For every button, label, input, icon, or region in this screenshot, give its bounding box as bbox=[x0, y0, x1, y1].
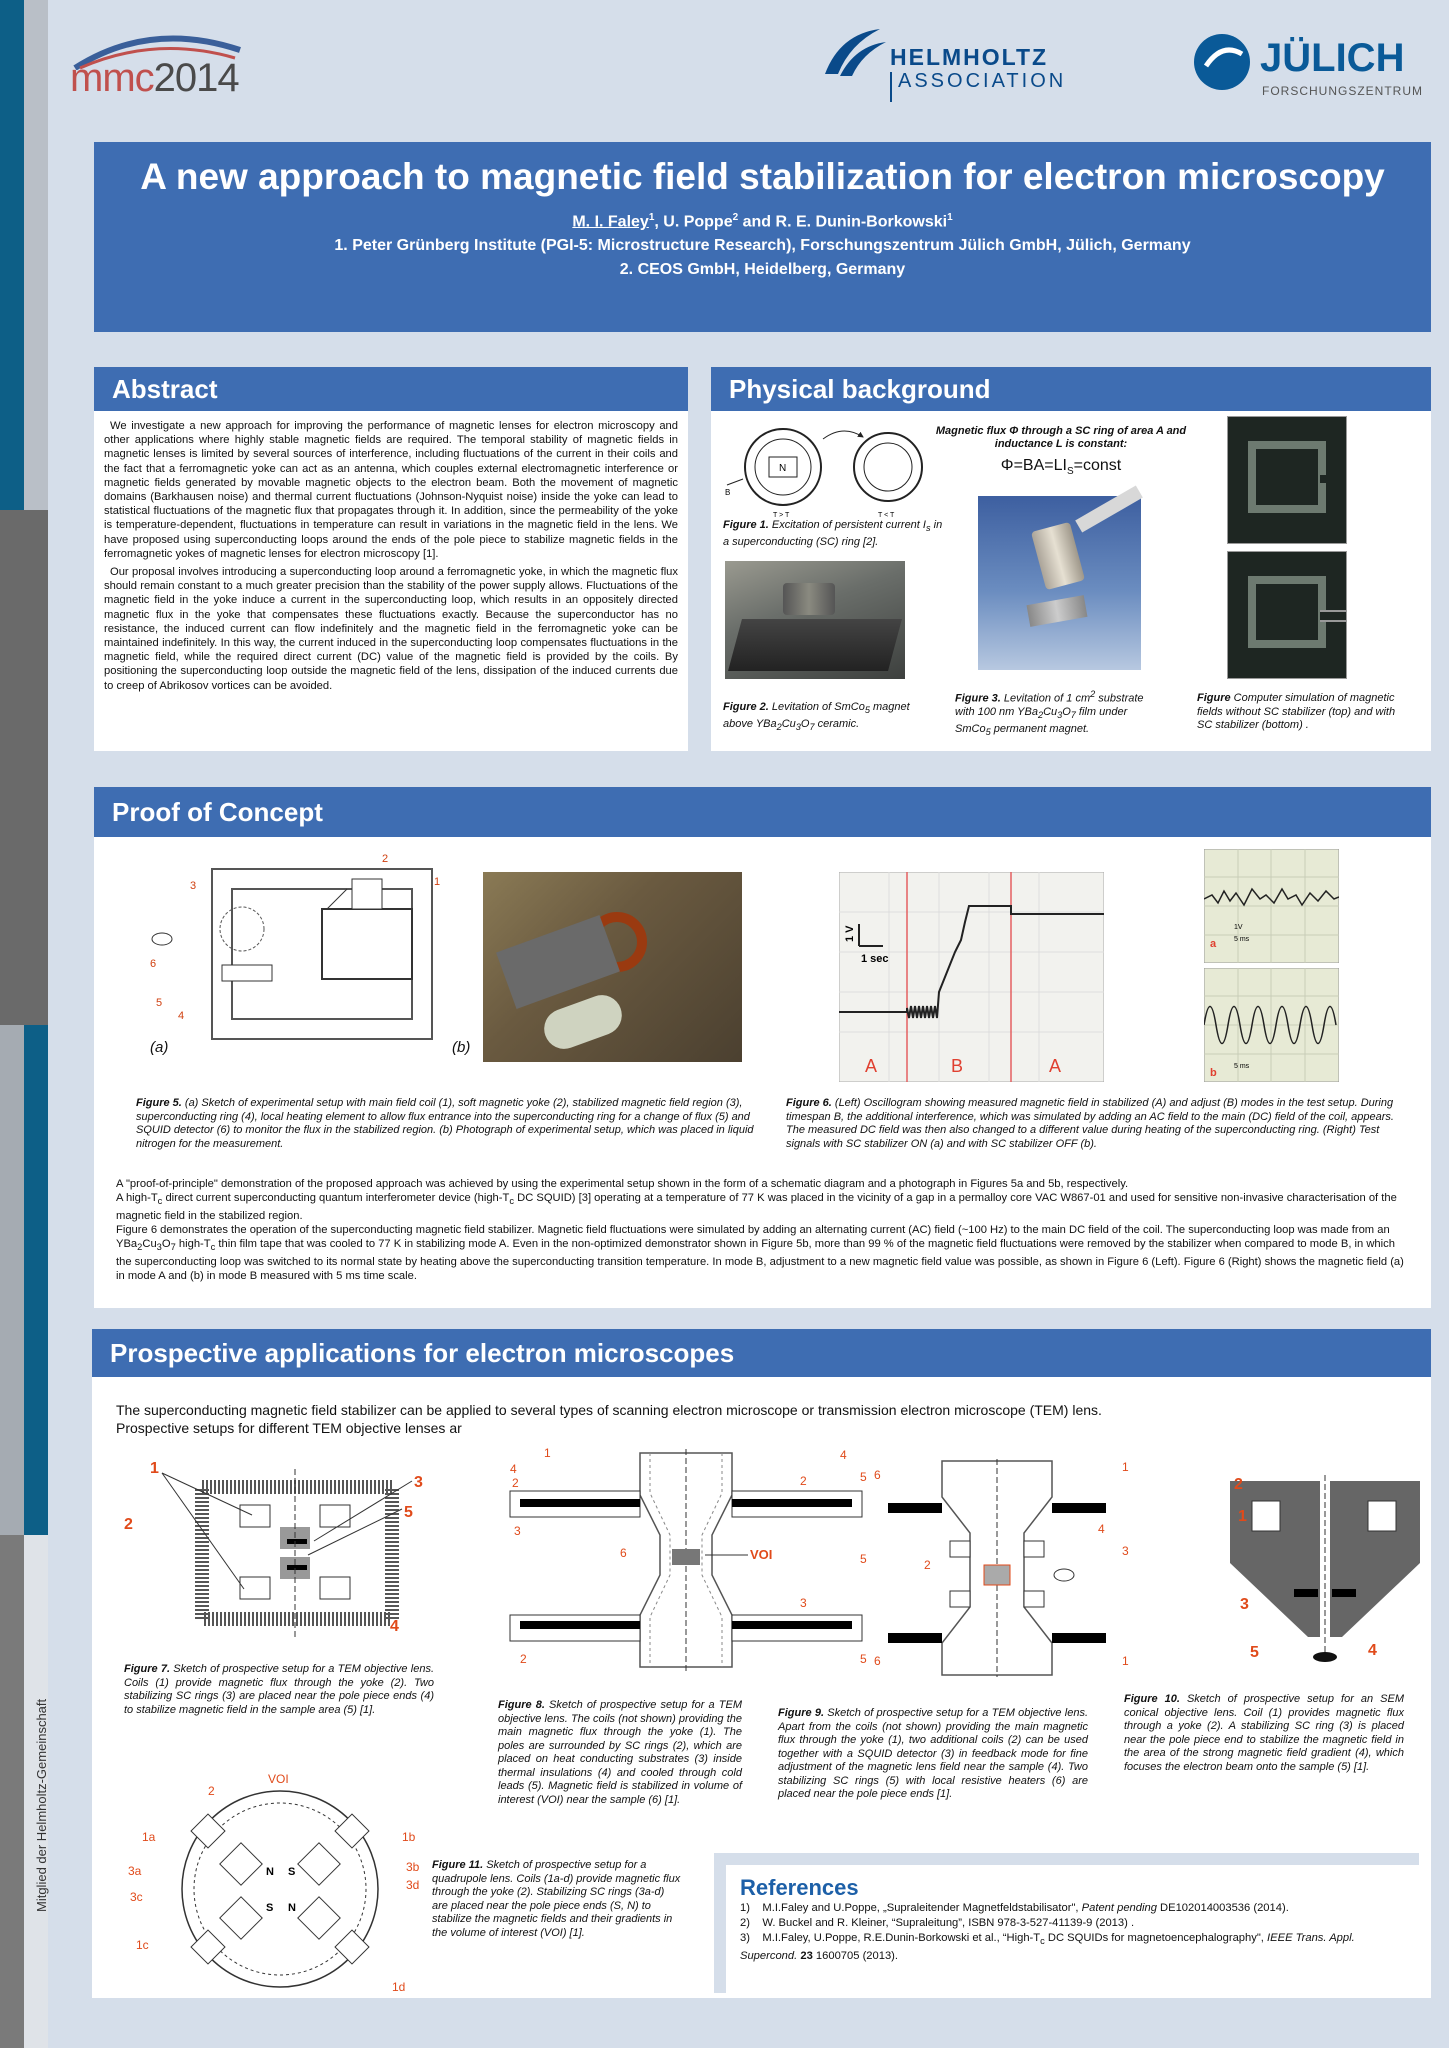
prospective-panel bbox=[92, 1329, 1431, 1998]
authors-line bbox=[94, 206, 1431, 234]
sim-gap-top bbox=[1320, 475, 1346, 483]
fig10-text: Sketch of prospective setup for an SEM conical objective lens. Coil (1) provides magnetic flux through a yoke (2). A stabilizing SC ring (3) is placed near the pole piece end to stabilize the magnetic field in the area of the strong magnetic field gradient (4), which focuses the electron beam onto the sample (5) [1]. bbox=[1124, 1693, 1404, 1773]
proof-heading: Proof of Concept bbox=[94, 787, 1431, 837]
fig7-num-2: 2 bbox=[124, 1516, 133, 1533]
julich-logo bbox=[1192, 28, 1423, 108]
helmholtz-name: HELMHOLTZ bbox=[890, 44, 1049, 70]
fig9-num-4: 4 bbox=[1098, 1522, 1105, 1536]
poster-title: A new approach to magnetic field stabilization for electron microscopy bbox=[140, 156, 1385, 197]
fig8-label: Figure 8. bbox=[498, 1699, 545, 1711]
fig10-caption bbox=[1124, 1693, 1404, 1774]
fig3-text-5: film under SmCo bbox=[955, 706, 1128, 735]
author-3: and R. E. Dunin-Borkowski bbox=[738, 213, 948, 231]
pole-s-2: S bbox=[266, 1902, 274, 1914]
mmc-year: 2014 bbox=[153, 56, 239, 100]
p3-s2: 3 bbox=[156, 1242, 162, 1253]
fig4-text: Computer simulation of magnetic fields without SC stabilizer (top) and with SC stabilizer (bottom) . bbox=[1197, 692, 1396, 731]
proof-of-concept-panel bbox=[94, 787, 1431, 1308]
prospective-heading: Prospective applications for electron microscopes bbox=[92, 1329, 1431, 1377]
sidebar-grey-block bbox=[24, 0, 48, 510]
fig5a-setup-sketch bbox=[142, 849, 452, 1059]
fig1-label: Figure 1. bbox=[723, 519, 769, 531]
fig2-sub-4: 7 bbox=[809, 721, 815, 732]
fig9-caption bbox=[778, 1707, 1088, 1802]
fig1-caption bbox=[723, 519, 948, 549]
fig2-levitation-photo bbox=[725, 561, 905, 679]
scope-a-label: a bbox=[1210, 938, 1217, 950]
fig8-num-3b: 3 bbox=[800, 1596, 807, 1610]
p2-a: A high-T bbox=[116, 1192, 158, 1205]
fig9-label: Figure 9. bbox=[778, 1707, 825, 1719]
fig1-text-2: in a superconducting (SC) ring [2]. bbox=[723, 519, 943, 548]
fig8-num-4a: 4 bbox=[510, 1462, 517, 1476]
proof-paragraph-1: A "proof-of-principle" demonstration of the proposed approach was achieved by using the experimental setup shown in the form of a schematic diagram and a photograph in Figures 5a and 5b, respectively. bbox=[116, 1178, 1129, 1190]
fig9-num-3: 3 bbox=[1122, 1544, 1129, 1558]
ref2-text: W. Buckel and R. Kleiner, “Supraleitung”, ISBN 978-3-527-41139-9 (2013) . bbox=[762, 1917, 1135, 1929]
p3-s1: 2 bbox=[137, 1242, 143, 1253]
reference-1 bbox=[740, 1901, 1405, 1916]
fig2-sub-2: 2 bbox=[776, 721, 782, 732]
intro-line-2: Prospective setups for different TEM objective lenses ar bbox=[116, 1420, 462, 1436]
pole-n-1: N bbox=[266, 1866, 274, 1878]
fig3-sub-4: 5 bbox=[985, 727, 991, 738]
fig6-oscillogram bbox=[839, 872, 1104, 1082]
fig7-tem-sketch bbox=[122, 1459, 442, 1639]
p3-a: Figure 6 demonstrates the operation of the superconducting magnetic field stabilizer. Magnetic field fluctuations were simulated by adding an alternating current (AC) field (~100 Hz) to the main DC field of the coil. The superconducting loop was made from an YBa bbox=[116, 1224, 1390, 1251]
fig2-text-3: Cu bbox=[781, 717, 796, 730]
physical-heading: Physical background bbox=[711, 367, 1431, 411]
julich-circle-icon bbox=[1192, 32, 1252, 92]
fig2-text-4: O bbox=[800, 717, 810, 730]
fig7-num-1: 1 bbox=[150, 1460, 159, 1477]
fig11-num-3a: 3a bbox=[128, 1864, 142, 1878]
fig6-scope-b bbox=[1204, 968, 1339, 1082]
author-sup-1: 1 bbox=[648, 212, 655, 223]
proof-body-text bbox=[116, 1177, 1406, 1284]
helmholtz-member-text: Mitglied der Helmholtz-Gemeinschaft bbox=[34, 1698, 49, 1912]
pole-n-2: N bbox=[288, 1902, 296, 1914]
fig10-label: Figure 10. bbox=[1124, 1693, 1180, 1705]
osc-mode-a-1: A bbox=[865, 1056, 878, 1076]
p2-c: DC SQUID) [3] operating at a temperature of 77 K was placed in the vicinity of a gap in a permalloy core VAC W867-01 and used for sensitive non-invasive characterisation of the magnetic field in the stabilized region. bbox=[116, 1192, 1397, 1222]
tube-photo bbox=[539, 990, 628, 1055]
fig2-caption bbox=[723, 701, 923, 734]
fig3-caption bbox=[955, 688, 1155, 740]
fig11-num-1a: 1a bbox=[142, 1830, 156, 1844]
fig7-num-3: 3 bbox=[414, 1474, 423, 1491]
sidebar-blue-block-2 bbox=[24, 1025, 48, 1535]
fig8-text: Sketch of prospective setup for a TEM objective lens. The coils (not shown) providing the main magnetic flux through the yoke (1). The poles are surrounded by SC rings (2), which are placed on heat conducting substrates (3) inside thermal insulations (4) and cooled through cold leads (5). Magnetic field is stabilized in volume of interest (VOI) near the sample (6) [1]. bbox=[498, 1699, 742, 1806]
fig3-text-2: substrate with 100 nm YBa bbox=[955, 692, 1144, 719]
author-2: , U. Poppe bbox=[654, 213, 733, 231]
fig11-quadrupole-sketch bbox=[122, 1769, 432, 1994]
fig7-caption bbox=[124, 1663, 434, 1717]
ref1-num: 1) bbox=[740, 1902, 750, 1914]
ring-t-label-1: T > T bbox=[773, 512, 790, 519]
ref1-a: M.I.Faley and U.Poppe, „Supraleitender Magnetfeldstabilisator", bbox=[762, 1902, 1082, 1914]
ring-t-label-2: T < T bbox=[878, 512, 895, 519]
p3-s4: c bbox=[210, 1242, 216, 1253]
fig9-num-2: 2 bbox=[924, 1558, 931, 1572]
ring-b-label: B bbox=[725, 488, 731, 497]
fig9-tem-sketch bbox=[832, 1457, 1172, 1679]
osc-mode-a-2: A bbox=[1049, 1056, 1062, 1076]
reference-2 bbox=[740, 1916, 1405, 1931]
fig2-text-2: magnet above YBa bbox=[723, 701, 910, 730]
fig3-text-6: permanent magnet. bbox=[990, 722, 1090, 735]
ref3-sub: c bbox=[1040, 1936, 1045, 1947]
fig8-num-5b: 5 bbox=[860, 1652, 867, 1666]
fig11-text: Sketch of prospective setup for a quadrupole lens. Coils (1a-d) provide magnetic flux through the yoke (2). Stabilizing SC rings (3a-d) are placed near the pole piece ends (S, N) to stabilize the magnetic fields and their gradients in the volume of interest (VOI) [1]. bbox=[432, 1859, 681, 1939]
fig5-num-3: 3 bbox=[190, 880, 197, 892]
fig9-num-6b: 6 bbox=[874, 1654, 881, 1668]
fig3-sub-3: 7 bbox=[1070, 710, 1076, 721]
julich-subtitle: FORSCHUNGSZENTRUM bbox=[1262, 84, 1423, 98]
fig4-caption bbox=[1197, 692, 1397, 733]
mmc-prefix: mmc bbox=[70, 56, 154, 100]
ref3-b: DC SQUIDs for magnetoencephalography", bbox=[1044, 1932, 1268, 1944]
mmc2014-logo bbox=[70, 30, 290, 100]
fig3-sub-1: 2 bbox=[1037, 710, 1044, 721]
abstract-body bbox=[94, 411, 688, 693]
affiliation-2: 2. CEOS GmbH, Heidelberg, Germany bbox=[619, 261, 906, 279]
scope-b-label: b bbox=[1210, 1067, 1217, 1079]
fig6-scope-a bbox=[1204, 849, 1339, 963]
p2-sub: c bbox=[157, 1196, 163, 1207]
ref3-e: 1600705 (2013). bbox=[812, 1950, 899, 1963]
fig7-label: Figure 7. bbox=[124, 1663, 171, 1675]
fig9-num-5: 5 bbox=[860, 1552, 867, 1566]
fig11-num-3c: 3c bbox=[130, 1890, 143, 1904]
fig2-text: Levitation of SmCo bbox=[768, 701, 865, 713]
ref3-num: 3) bbox=[740, 1932, 750, 1944]
fig4-simulation-top bbox=[1227, 416, 1347, 544]
fig5b-label: (b) bbox=[452, 1039, 471, 1056]
fig9-num-1b: 1 bbox=[1122, 1654, 1129, 1668]
fig2-text-5: ceramic. bbox=[814, 717, 860, 730]
scope-a-time: 5 ms bbox=[1234, 936, 1250, 943]
fig1-sub: s bbox=[925, 523, 931, 534]
fig2-label: Figure 2. bbox=[723, 701, 769, 713]
flux-eq-main: Φ=BA=LI bbox=[1000, 457, 1067, 474]
fig6-caption bbox=[786, 1097, 1401, 1151]
fig11-num-1b: 1b bbox=[402, 1830, 416, 1844]
abstract-paragraph-2: Our proposal involves introducing a superconducting loop around a ferromagnetic yoke, in which the magnetic flux should remain constant to a much greater precision than the stability of the power supply allows. Fluctuations of the magnetic field in the yoke induce a current in the superconducting loop, which results in an oppositely directed magnetic flux in the yoke that compensates these fluctuations exactly. Because the superconductor has no resistance, the induced current can flow indefinitely and the magnetic field in the ferromagnetic yoke can be maintained indefinitely. In this way, the current induced in the superconducting loop compensates fluctuations in the magnetic field, while the required direct current (DC) value of the magnetic field is provided by the coils. By positioning the superconducting loop outside the magnetic field of the lens, dissipation of the induced currents due to creep of Abrikosov vortices can be avoided. bbox=[104, 566, 678, 692]
author-sup-3: 1 bbox=[947, 212, 953, 223]
ref1-b: Patent pending bbox=[1081, 1902, 1157, 1914]
fig3-levitation-photo bbox=[978, 496, 1141, 670]
tweezers bbox=[1075, 485, 1143, 532]
fig3-text-3: Cu bbox=[1043, 706, 1058, 719]
fig5-num-6: 6 bbox=[150, 958, 157, 970]
fig11-label: Figure 11. bbox=[432, 1859, 484, 1871]
p2-b: direct current superconducting quantum interferometer device (high-T bbox=[162, 1192, 510, 1205]
abstract-heading: Abstract bbox=[94, 367, 688, 411]
fig8-voi: VOI bbox=[750, 1547, 773, 1562]
fig10-sem-sketch bbox=[1132, 1467, 1432, 1667]
fig11-num-3b: 3b bbox=[406, 1860, 420, 1874]
proof-paragraph-3 bbox=[116, 1223, 1406, 1283]
fig10-num-1: 1 bbox=[1238, 1508, 1247, 1525]
author-sup-2: 2 bbox=[732, 212, 739, 223]
fig3-text: Levitation of 1 cm bbox=[1000, 692, 1091, 705]
fig5-num-1: 1 bbox=[434, 876, 441, 888]
helmholtz-association: ASSOCIATION bbox=[898, 70, 1067, 92]
fig8-caption bbox=[498, 1699, 742, 1807]
p3-e: thin film tape that was cooled to 77 K in stabilizing mode A. Even in the non-optimized demonstrator shown in Figure 5b, more than 99 % of the magnetic field fluctuations were removed by the stabilizer when compared to mode B, in which the superconducting loop was switched to its normal state by heating above the superconducting transition temperature. In mode B, adjustment to a new magnetic field value was possible, as shown in Figure 6 (Left). Figure 6 (Right) shows the magnetic field (a) in mode A and (b) in mode B measured with 5 ms time scale. bbox=[116, 1238, 1404, 1283]
affiliation-1: 1. Peter Grünberg Institute (PGI-5: Microstructure Research), Forschungszentrum Jülich GmbH, Jülich, Germany bbox=[334, 237, 1191, 255]
prospective-intro bbox=[116, 1401, 1102, 1437]
osc-1sec-label: 1 sec bbox=[861, 953, 889, 965]
ring-n-label: N bbox=[779, 463, 787, 474]
fig11-voi: VOI bbox=[268, 1772, 289, 1786]
julich-name: JÜLICH bbox=[1260, 36, 1405, 80]
fig7-num-4: 4 bbox=[390, 1618, 399, 1635]
helmholtz-wing-icon bbox=[820, 24, 890, 84]
physical-background-panel bbox=[711, 367, 1431, 751]
fig5-caption bbox=[136, 1097, 756, 1151]
smco-magnet bbox=[1031, 522, 1085, 590]
fig11-num-1c: 1c bbox=[136, 1938, 149, 1952]
fig7-text: Sketch of prospective setup for a TEM objective lens. Coils (1) provide magnetic flux through the yoke (2). Two stabilizing SC rings (3) are placed near the pole piece ends (4) to stabilize magnetic field in the sample area (5) [1]. bbox=[124, 1663, 434, 1716]
p3-b: Cu bbox=[142, 1238, 157, 1251]
flux-eq-sub: S bbox=[1066, 466, 1074, 478]
fig7-num-5: 5 bbox=[404, 1504, 413, 1521]
intro-line-1: The superconducting magnetic field stabilizer can be applied to several types of scanning electron microscope or transmission electron microscope (TEM) lens. bbox=[116, 1402, 1102, 1418]
scope-a-scale: 1V bbox=[1234, 924, 1243, 931]
fig8-num-3a: 3 bbox=[514, 1524, 521, 1538]
ref2-num: 2) bbox=[740, 1917, 750, 1929]
fig8-tem-sketch bbox=[500, 1445, 880, 1675]
fig5b-photo bbox=[483, 872, 742, 1062]
first-author: M. I. Faley bbox=[572, 213, 649, 231]
fig9-num-6a: 6 bbox=[874, 1468, 881, 1482]
fig8-num-6: 6 bbox=[620, 1546, 627, 1560]
fig8-num-5a: 5 bbox=[860, 1470, 867, 1484]
fig5-text: (a) Sketch of experimental setup with main field coil (1), soft magnetic yoke (2), stabilized magnetic field region (3), superconducting ring (4), local heating element to allow flux entrance into the superconducting ring for a change of flux (5) and SQUID detector (6) to monitor the flux in the stabilized region. (b) Photograph of experimental setup, which was placed in liquid nitrogen for the measurement. bbox=[136, 1097, 754, 1150]
abstract-paragraph-1: We investigate a new approach for improving the performance of magnetic lenses for electron microscopy and other applications where highly stable magnetic fields are required. The temporal stability of magnetic fields in magnetic lenses is limited by several sources of interference, including fluctuations of the current in their coils and the fact that a ferromagnetic yoke can act as an antenna, which couples external electromagnetic interference or magnetic fields generated by movable magnetic objects to the electron beam. Both the movement of magnetic domains (Barkhausen noise) and thermal current fluctuations (Johnson-Nyquist noise) inside the yoke can lead to statistical fluctuations of the magnetic flux that propagates through it. In addition, since the permeability of the yoke is temperature-dependent, fluctuations in temperature can result in variations in the magnetic field in the lens. We have proposed using superconducting loops around the ends of the pole piece to stabilize magnetic fields in the ferromagnetic yokes of magnetic lenses for electron microscopy [1]. bbox=[104, 420, 678, 560]
helmholtz-logo bbox=[820, 20, 1090, 110]
fig11-num-2: 2 bbox=[208, 1784, 215, 1798]
p2-sub-2: c bbox=[509, 1196, 514, 1207]
references-heading: References bbox=[740, 1875, 859, 1900]
fig10-num-4: 4 bbox=[1368, 1642, 1377, 1659]
fig5-num-4: 4 bbox=[178, 1010, 185, 1022]
abstract-panel bbox=[94, 367, 688, 751]
pole-s-1: S bbox=[288, 1866, 296, 1878]
fig9-text: Sketch of prospective setup for a TEM objective lens. Apart from the coils (not shown) providing the main magnetic flux through the yoke (1), two additional coils (2) can be used together with a SQUID detector (3) in feedback mode for fine adjustment of the magnetic lens field near the sample (4). Two stabilizing SC rings (5) with local resistive heaters (6) are placed near the pole piece ends [1]. bbox=[778, 1707, 1088, 1800]
ref3-d: 23 bbox=[797, 1950, 813, 1963]
flux-equation bbox=[931, 457, 1191, 477]
fig3-label: Figure 3. bbox=[955, 692, 1001, 705]
scope-b-time: 5 ms bbox=[1234, 1063, 1250, 1070]
ref1-c: DE102014003536 (2014). bbox=[1156, 1902, 1289, 1914]
fig8-num-1: 1 bbox=[544, 1446, 551, 1460]
flux-statement: Magnetic flux Φ through a SC ring of area A and inductance L is constant: bbox=[935, 425, 1187, 450]
fig10-num-3: 3 bbox=[1240, 1596, 1249, 1613]
sidebar-dark-grey bbox=[0, 510, 48, 1025]
fig11-num-3d: 3d bbox=[406, 1878, 420, 1892]
fig3-sup: 2 bbox=[1090, 689, 1096, 699]
fig10-num-2: 2 bbox=[1234, 1476, 1243, 1493]
references-box bbox=[714, 1853, 1419, 1993]
fig1-text: Excitation of persistent current I bbox=[768, 519, 926, 531]
title-banner bbox=[94, 142, 1431, 332]
flux-eq-end: =const bbox=[1073, 457, 1122, 474]
ceramic-disk bbox=[728, 619, 902, 671]
fig10-num-5: 5 bbox=[1250, 1644, 1259, 1661]
fig6-label: Figure 6. bbox=[786, 1097, 832, 1109]
levitating-substrate bbox=[1027, 595, 1088, 627]
fig1-sc-ring-sketch bbox=[723, 419, 943, 519]
osc-mode-b: B bbox=[951, 1056, 964, 1076]
reference-3 bbox=[740, 1931, 1405, 1964]
fig8-num-2b: 2 bbox=[800, 1474, 807, 1488]
fig5a-label: (a) bbox=[150, 1039, 169, 1056]
fig5-num-5: 5 bbox=[156, 997, 163, 1009]
fig9-num-1a: 1 bbox=[1122, 1460, 1129, 1474]
p3-c: O bbox=[161, 1238, 171, 1251]
osc-1v-label: 1 V bbox=[844, 925, 856, 942]
fig8-num-2a: 2 bbox=[512, 1476, 519, 1490]
fig8-num-4b: 4 bbox=[840, 1448, 847, 1462]
fig8-num-2c: 2 bbox=[520, 1652, 527, 1666]
sim-yoke-top bbox=[1248, 441, 1326, 513]
ref3-a: M.I.Faley, U.Poppe, R.E.Dunin-Borkowski et al., “High-T bbox=[762, 1932, 1041, 1944]
fig2-sub-3: 3 bbox=[795, 721, 801, 732]
fig11-num-1d: 1d bbox=[392, 1980, 406, 1994]
p3-s3: 7 bbox=[170, 1242, 176, 1253]
sidebar-blue-block bbox=[0, 0, 24, 510]
proof-paragraph-2 bbox=[116, 1191, 1406, 1223]
sim-yoke-bottom bbox=[1248, 576, 1326, 648]
sim-gap-bottom bbox=[1320, 610, 1346, 622]
fig11-caption bbox=[432, 1859, 682, 1940]
fig2-sub-1: 5 bbox=[864, 705, 870, 716]
fig4-simulation-bottom bbox=[1227, 551, 1347, 679]
fig3-text-4: O bbox=[1062, 706, 1071, 719]
p3-d: high-T bbox=[175, 1238, 211, 1251]
levitating-magnet bbox=[783, 583, 835, 615]
fig4-label: Figure bbox=[1197, 692, 1231, 704]
helmholtz-divider bbox=[890, 72, 892, 102]
fig3-sub-2: 3 bbox=[1057, 710, 1063, 721]
fig5-num-2: 2 bbox=[382, 853, 389, 865]
ref3-c: IEEE Trans. Appl. Supercond. bbox=[740, 1932, 1355, 1963]
fig6-text: (Left) Oscillogram showing measured magnetic field in stabilized (A) and adjust (B) modes in the test setup. During timespan B, the additional interference, which was simulated by adding an AC field to the main (DC) field of the coil, appears. The measured DC field was then also changed to a different value during heating of the superconducting ring. (Right) Test signals with SC stabilizer ON (a) and with SC stabilizer OFF (b). bbox=[786, 1097, 1394, 1150]
fig5-label: Figure 5. bbox=[136, 1097, 182, 1109]
